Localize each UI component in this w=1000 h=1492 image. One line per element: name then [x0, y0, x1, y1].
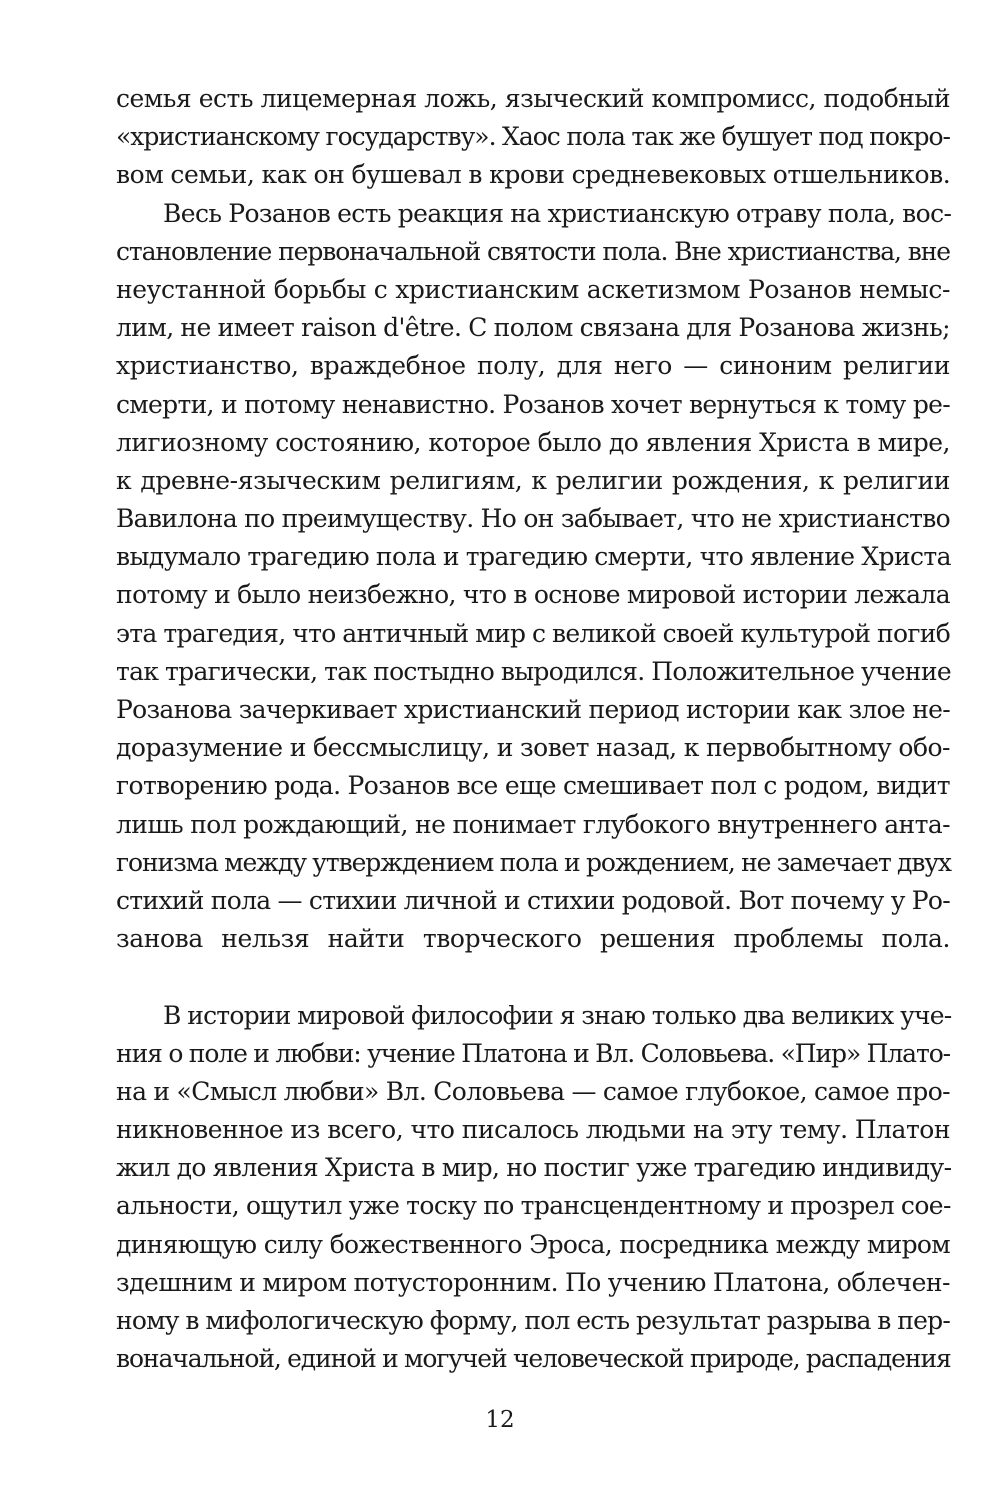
text-line: вом семьи, как он бушевал в крови средневековых отшельников.	[116, 160, 951, 190]
paragraph-2	[116, 195, 950, 997]
text-line: ния о поле и любви: учение Платона и Вл. Соловьева. «Пир» Плато-	[116, 1038, 950, 1068]
body-text	[116, 80, 950, 1378]
text-line: к древне-языческим религиям, к религии рождения, к религии	[116, 465, 950, 495]
text-line: готворению рода. Розанов все еще смешивает пол с родом, видит	[116, 771, 950, 801]
text-line: никновенное из всего, что писалось людьми на эту тему. Платон	[116, 1115, 950, 1145]
text-line: Весь Розанов есть реакция на христианскую отраву пола, вос-	[163, 198, 952, 228]
text-line: Розанова зачеркивает христианский период истории как злое не-	[116, 695, 950, 724]
text-line: стихий пола — стихии личной и стихии родовой. Вот почему у Ро-	[116, 885, 950, 915]
text-line: альности, ощутил уже тоску по трансцендентному и прозрел сое-	[116, 1191, 951, 1221]
text-line: занова нельзя найти творческого решения проблемы пола.	[116, 924, 950, 954]
text-line: потому и было неизбежно, что в основе мировой истории лежала	[116, 580, 950, 610]
text-line: лишь пол рождающий, не понимает глубокого внутреннего анта-	[116, 809, 950, 839]
text-line: гонизма между утверждением пола и рождением, не замечает двух	[116, 847, 951, 877]
text-line: становление первоначальной святости пола. Вне христианства, вне	[116, 236, 950, 266]
paragraph-1	[116, 80, 950, 195]
page-number: 12	[485, 1407, 515, 1433]
text-line: неустанной борьбы с христианским аскетизмом Розанов немыс-	[116, 274, 950, 304]
text-line: семья есть лицемерная ложь, языческий компромисс, подобный	[116, 84, 950, 113]
paragraph-3	[116, 997, 950, 1379]
text-line: Вавилона по преимуществу. Но он забывает, что не христианство	[116, 504, 950, 534]
text-line: доразумение и бессмыслицу, и зовет назад, к первобытному обо-	[116, 733, 950, 763]
text-line: В истории мировой философии я знаю только два великих уче-	[163, 1000, 952, 1030]
text-line: здешним и миром потусторонним. По учению Платона, облечен-	[116, 1267, 950, 1297]
text-line	[116, 958, 950, 996]
text-line: выдумало трагедию пола и трагедию смерти, что явление Христа	[116, 542, 951, 572]
text-line: лигиозному состоянию, которое было до явления Христа в мире,	[116, 427, 950, 457]
text-line: ному в мифологическую форму, пол есть результат разрыва в пер-	[116, 1306, 950, 1335]
text-line: лим, не имеет raison d'être. С полом связана для Розанова жизнь;	[116, 313, 950, 343]
text-line: эта трагедия, что античный мир с великой своей культурой погиб	[116, 618, 951, 648]
text-line: «христианскому государству». Хаос пола так же бушует под покро-	[116, 122, 950, 152]
text-line: так трагически, так постыдно выродился. Положительное учение	[116, 656, 951, 686]
text-line: христианство, враждебное полу, для него — синоним религии	[116, 351, 950, 381]
text-line: на и «Смысл любви» Вл. Соловьева — самое глубокое, самое про-	[116, 1076, 950, 1106]
text-line: жил до явления Христа в мир, но постиг уже трагедию индивиду-	[116, 1153, 952, 1183]
text-line: воначальной, единой и могучей человеческой природе, распадения	[116, 1344, 951, 1374]
text-line: смерти, и потому ненавистно. Розанов хочет вернуться к тому ре-	[116, 389, 950, 419]
text-line: диняющую силу божественного Эроса, посредника между миром	[116, 1229, 950, 1259]
